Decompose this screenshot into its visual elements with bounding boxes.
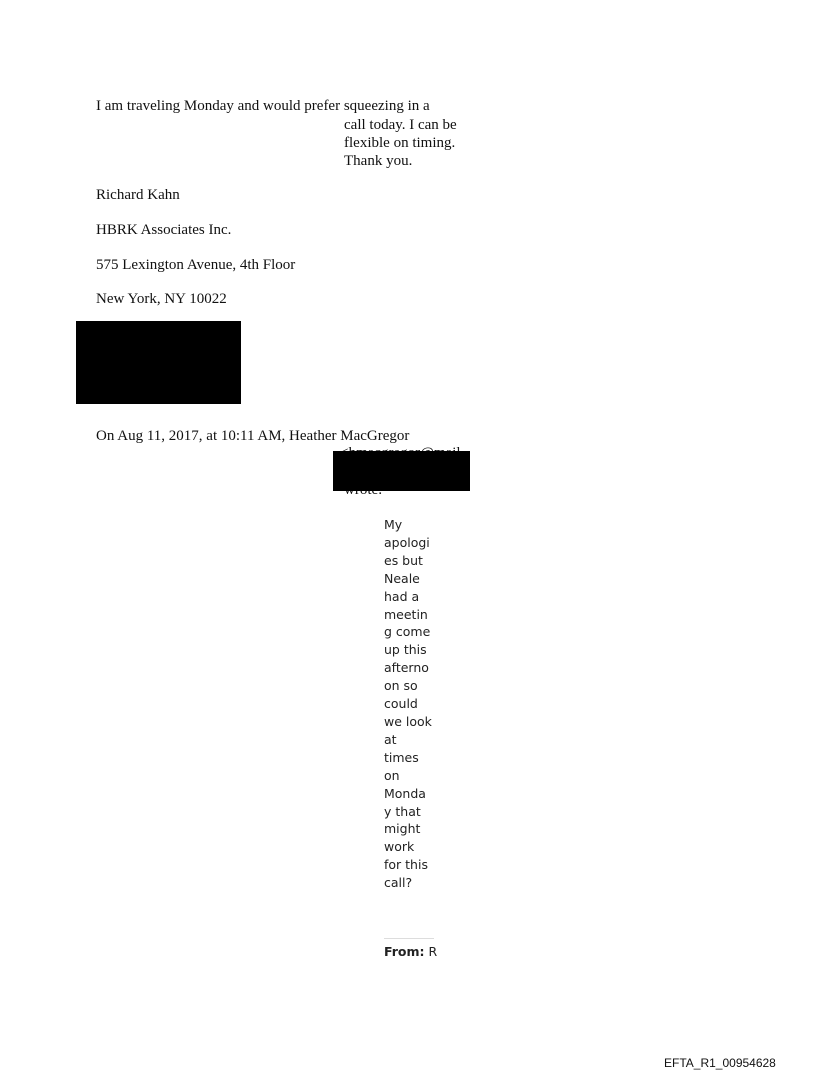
quoted-word: on <box>384 767 400 783</box>
quoted-word: afterno <box>384 660 429 676</box>
quoted-word: could <box>384 696 418 712</box>
reply-line-2: call today. I can be <box>344 117 457 133</box>
quoted-word: meetin <box>384 606 428 622</box>
from-label: From: <box>384 944 425 959</box>
signature-name: Richard Kahn <box>96 187 180 203</box>
quoted-word: work <box>384 839 415 855</box>
quoted-word: for this <box>384 857 428 873</box>
signature-address: 575 Lexington Avenue, 4th Floor <box>96 257 296 273</box>
quoted-word: Neale <box>384 570 420 586</box>
quoted-message <box>384 516 444 892</box>
reply-line-4: Thank you. <box>344 153 413 169</box>
from-value: R <box>424 944 438 959</box>
redaction-box <box>76 321 241 404</box>
divider <box>384 938 434 939</box>
quoted-word: My <box>384 517 403 532</box>
quote-wrote-clip <box>344 490 404 500</box>
quoted-word: apologi <box>384 534 430 550</box>
quoted-word: on so <box>384 678 418 694</box>
quoted-word: might <box>384 821 421 837</box>
quoted-word: times <box>384 749 419 765</box>
quoted-word: at <box>384 731 397 747</box>
reply-line-1: I am traveling Monday and would prefer squeezing in a <box>96 98 430 114</box>
document-id: EFTA_R1_00954628 <box>664 1056 776 1070</box>
quoted-word: g come <box>384 624 431 640</box>
quoted-word: call? <box>384 875 413 891</box>
redaction-box <box>333 451 470 491</box>
quote-header: On Aug 11, 2017, at 10:11 AM, Heather MacGregor <box>96 428 410 444</box>
quoted-word: we look <box>384 713 432 729</box>
quoted-word: Monda <box>384 785 426 801</box>
signature-company: HBRK Associates Inc. <box>96 222 232 238</box>
quoted-word: y that <box>384 803 421 819</box>
quoted-word: had a <box>384 588 420 604</box>
quoted-word: up this <box>384 642 427 658</box>
signature-city: New York, NY 10022 <box>96 291 227 307</box>
from-line <box>384 944 437 959</box>
quoted-word: es but <box>384 552 423 568</box>
reply-line-3: flexible on timing. <box>344 135 456 151</box>
